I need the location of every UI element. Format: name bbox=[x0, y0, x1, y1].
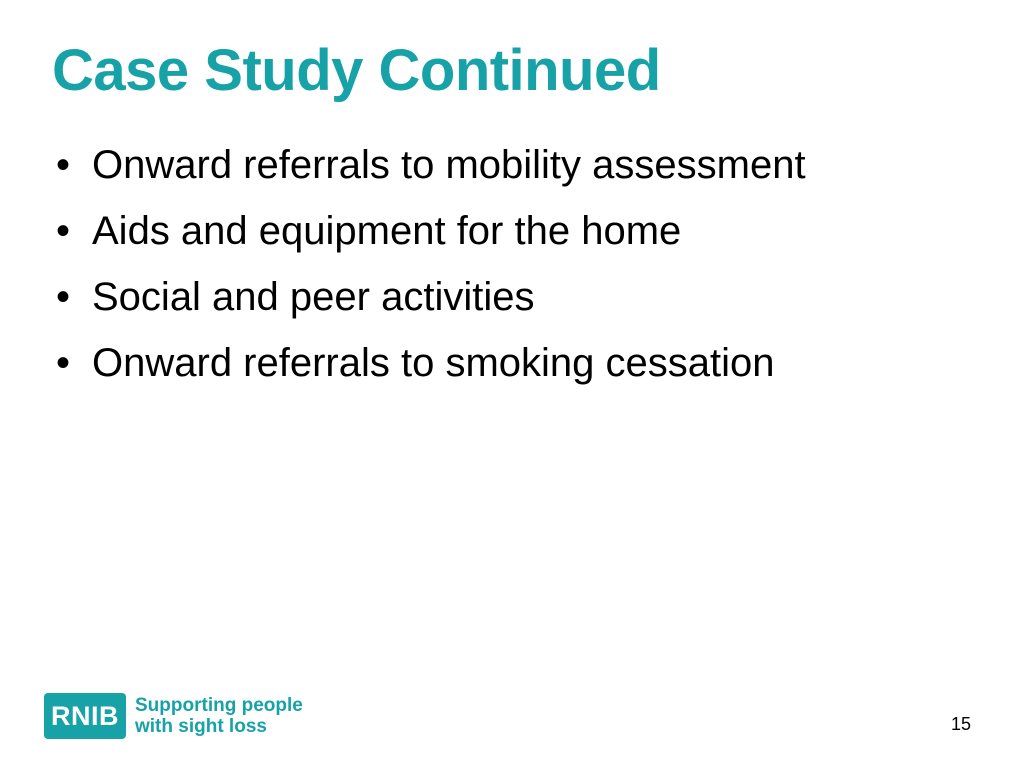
bullet-text: Onward referrals to mobility assessment bbox=[92, 143, 806, 187]
bullet-item bbox=[52, 198, 806, 264]
bullet-list bbox=[52, 132, 806, 396]
bullet-marker: • bbox=[56, 275, 71, 319]
bullet-marker: • bbox=[56, 341, 71, 385]
bullet-text: Aids and equipment for the home bbox=[92, 209, 682, 253]
tagline-line-1: Supporting people bbox=[135, 695, 303, 716]
bullet-item bbox=[52, 264, 806, 330]
rnib-tagline bbox=[135, 695, 303, 737]
tagline-line-2: with sight loss bbox=[135, 716, 267, 737]
bullet-text: Social and peer activities bbox=[92, 275, 535, 319]
bullet-marker: • bbox=[56, 209, 71, 253]
bullet-marker: • bbox=[56, 143, 71, 187]
bullet-item bbox=[52, 330, 806, 396]
page-number: 15 bbox=[951, 714, 972, 734]
bullet-item bbox=[52, 132, 806, 198]
bullet-text: Onward referrals to smoking cessation bbox=[92, 341, 775, 385]
rnib-logo-mark: RNIB bbox=[44, 693, 126, 739]
rnib-logo bbox=[44, 693, 303, 739]
slide-title: Case Study Continued bbox=[52, 38, 661, 103]
